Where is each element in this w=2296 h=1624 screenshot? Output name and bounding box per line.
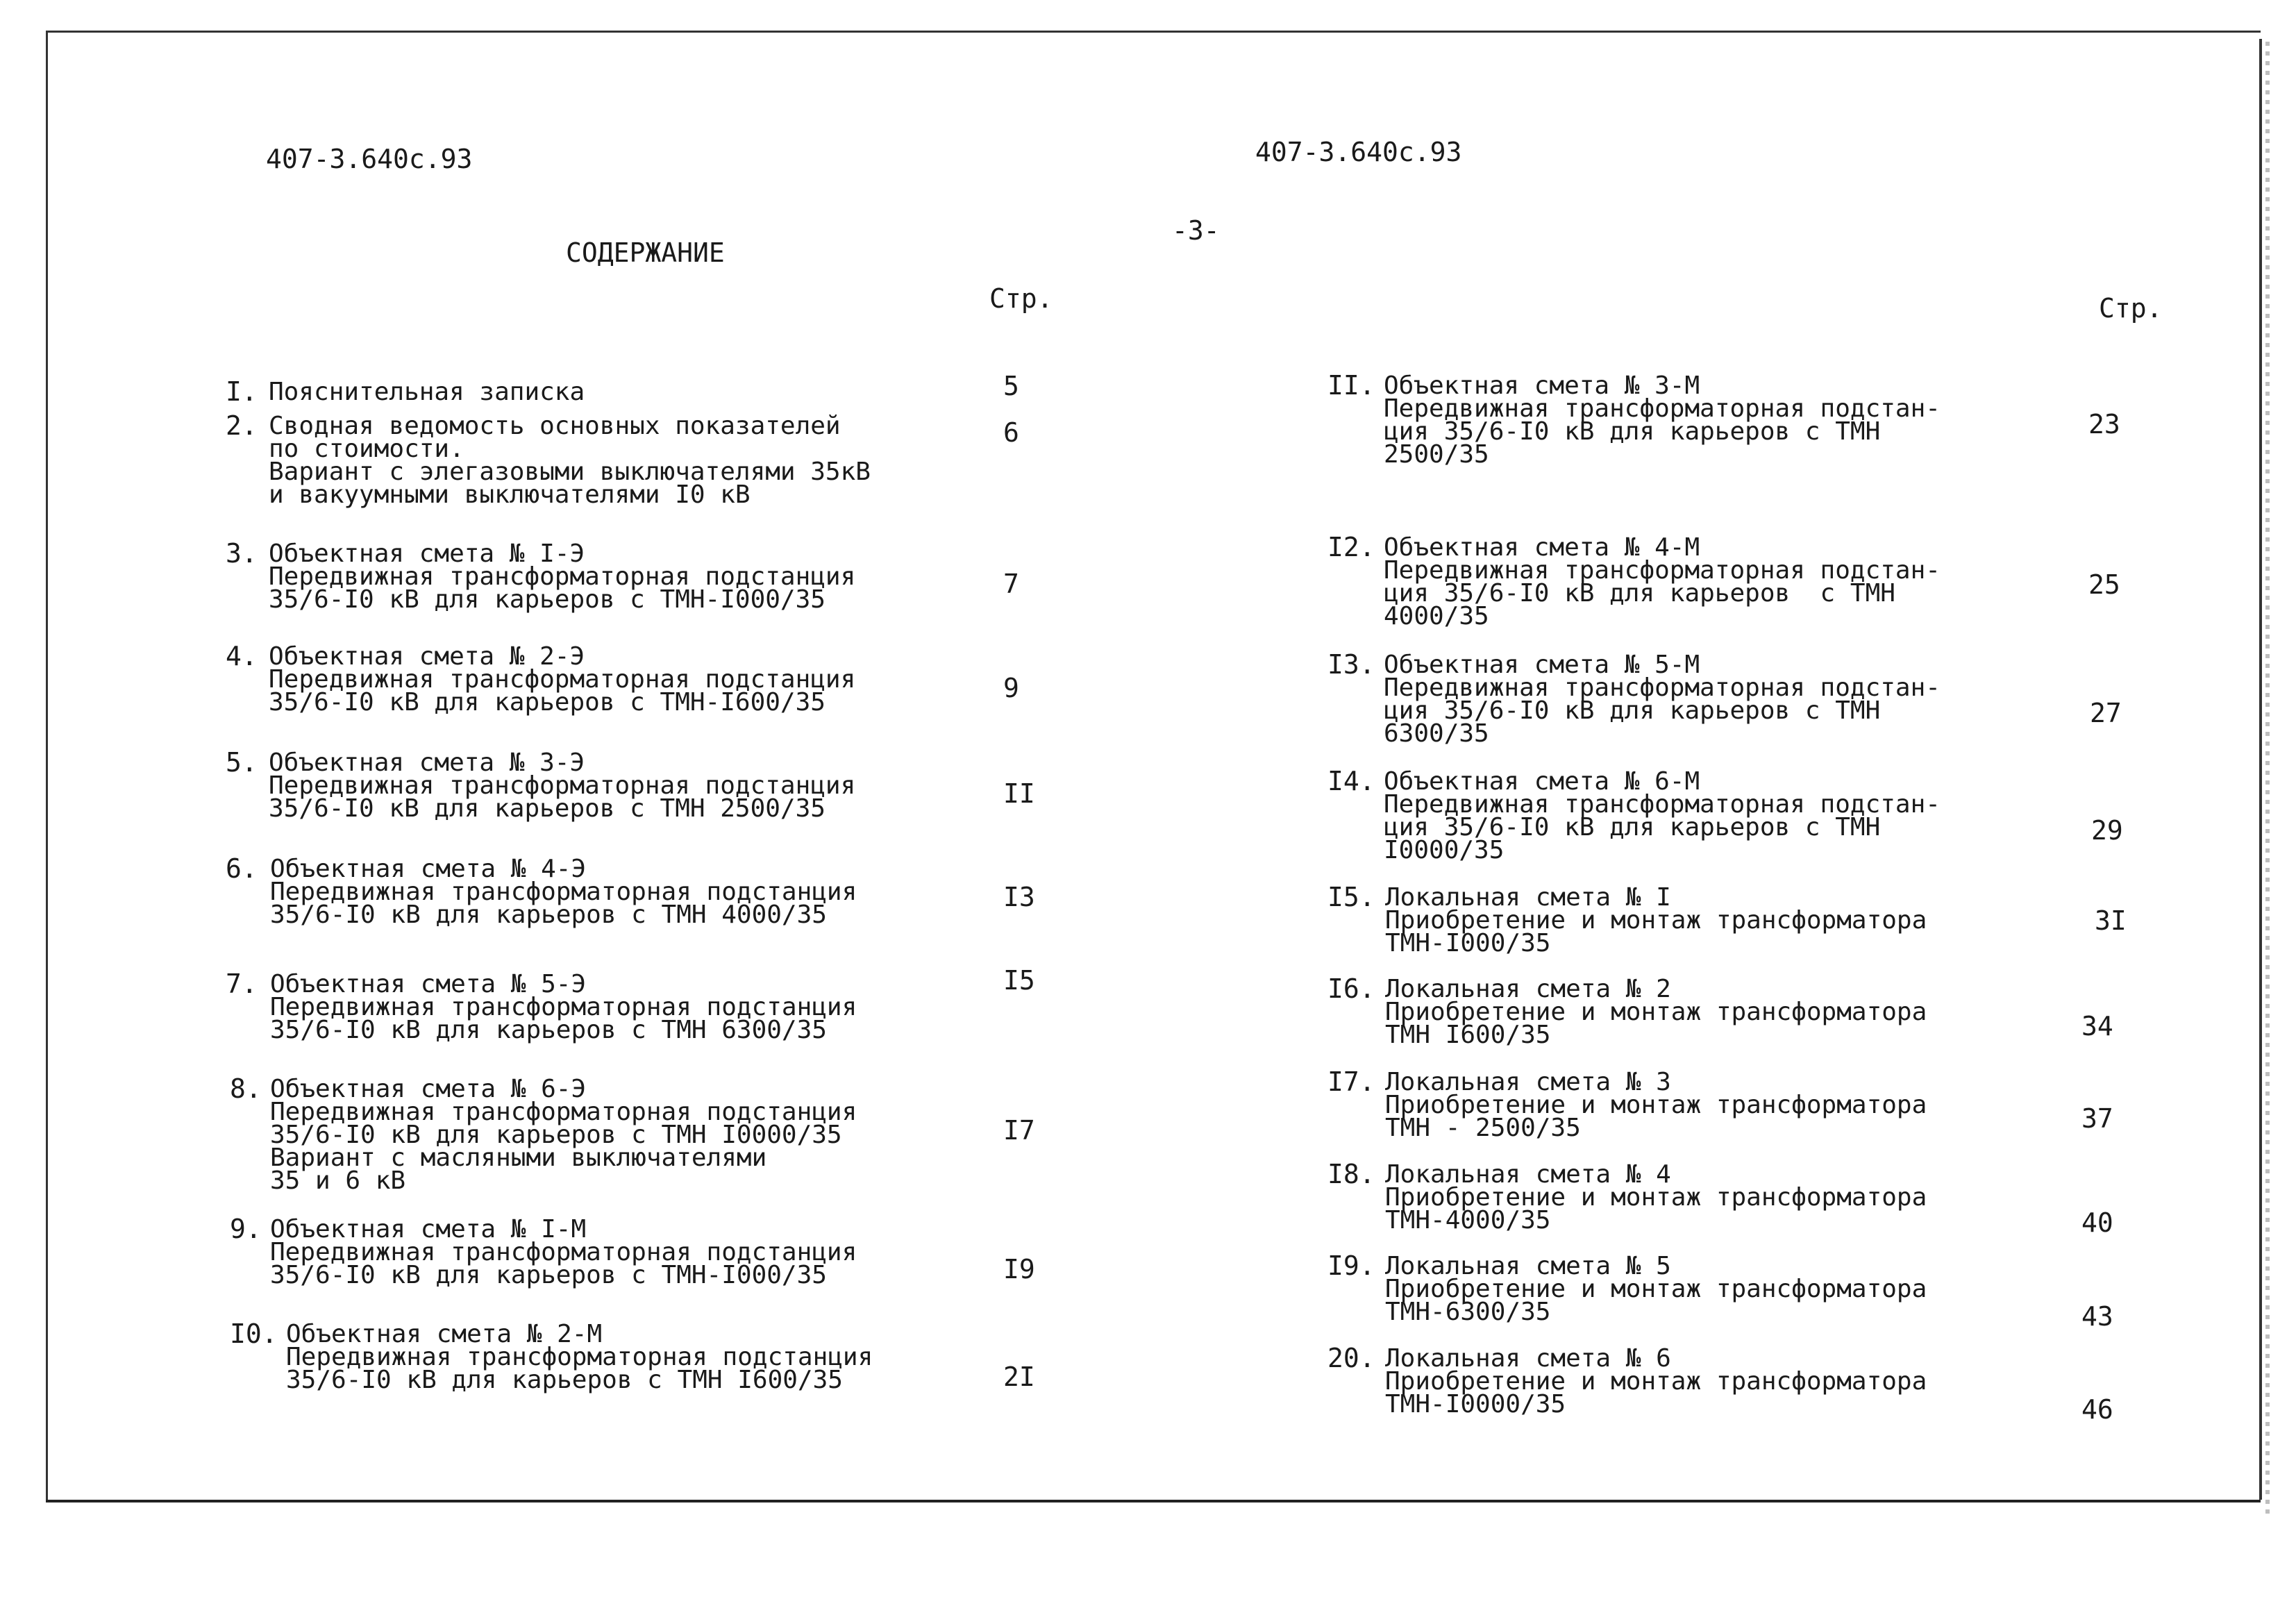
toc-entry-page: 5	[1003, 371, 1019, 401]
toc-entry-number: I0.	[230, 1319, 278, 1349]
toc-entry-line: Объектная смета № I-Э	[269, 539, 585, 568]
toc-entry-number: I7.	[1327, 1066, 1375, 1097]
toc-entry-number: I2.	[1327, 532, 1375, 562]
toc-entry-line: Локальная смета № 4	[1385, 1160, 1671, 1189]
toc-entry-line: ТМН I600/35	[1385, 1021, 1551, 1049]
toc-entry-line: Передвижная трансформаторная подстанция	[270, 993, 857, 1021]
toc-entry-line: Локальная смета № 5	[1385, 1252, 1671, 1280]
toc-entry-line: Передвижная трансформаторная подстанция	[269, 562, 856, 591]
toc-entry-page: 25	[2088, 569, 2120, 600]
toc-entry-line: ТМН-6300/35	[1385, 1298, 1551, 1326]
toc-entry-page: 3I	[2095, 905, 2127, 936]
toc-entry-number: I5.	[1327, 882, 1375, 912]
toc-entry-line: Объектная смета № 3-Э	[269, 748, 585, 777]
toc-entry-number: 7.	[226, 969, 258, 999]
toc-entry-number: 5.	[226, 747, 258, 778]
toc-entry-number: II.	[1327, 370, 1375, 401]
toc-entry-line: Объектная смета № 6-Э	[270, 1075, 587, 1103]
toc-entry-line: Передвижная трансформаторная подстан-	[1384, 556, 1941, 585]
pages-header-left: Стр.	[989, 283, 1053, 314]
toc-entry-line: Приобретение и монтаж трансформатора	[1385, 906, 1927, 935]
toc-entry-line: Приобретение и монтаж трансформатора	[1385, 1183, 1927, 1212]
toc-entry-number: 6.	[226, 853, 258, 884]
toc-entry-page: 29	[2091, 815, 2123, 846]
scan-edge-strip	[2265, 42, 2270, 1514]
toc-entry-line: Приобретение и монтаж трансформатора	[1385, 1091, 1927, 1119]
toc-entry-page: 34	[2081, 1011, 2113, 1041]
toc-entry-line: 2500/35	[1384, 440, 1489, 469]
frame-bottom-line	[46, 1500, 2261, 1502]
toc-entry-page: I5	[1003, 965, 1035, 996]
toc-entry-line: 35/6-I0 кВ для карьеров с ТМН-I600/35	[269, 688, 826, 717]
toc-entry-line: Объектная смета № 4-М	[1384, 533, 1700, 562]
toc-entry-line: Передвижная трансформаторная подстан-	[1384, 673, 1941, 702]
toc-entry-line: Передвижная трансформаторная подстанция	[270, 1238, 857, 1266]
toc-entry-number: 2.	[226, 410, 258, 441]
toc-entry-line: ТМН-I0000/35	[1385, 1390, 1566, 1418]
toc-entry-line: Объектная смета № 3-М	[1384, 371, 1700, 400]
toc-entry-line: по стоимости.	[269, 435, 464, 463]
toc-entry-line: ТМН - 2500/35	[1385, 1114, 1581, 1142]
toc-entry-line: Сводная ведомость основных показателей	[269, 412, 841, 440]
toc-entry-line: ция 35/6-I0 кВ для карьеров с ТМН	[1384, 813, 1881, 842]
toc-entry-page: I3	[1003, 882, 1035, 912]
toc-entry-line: Локальная смета № 2	[1385, 975, 1671, 1003]
toc-entry-number: I6.	[1327, 973, 1375, 1004]
toc-entry-line: ТМН-4000/35	[1385, 1206, 1551, 1234]
frame-left-line	[46, 31, 48, 1501]
toc-entry-number: I4.	[1327, 766, 1375, 796]
toc-entry-line: Приобретение и монтаж трансформатора	[1385, 998, 1927, 1026]
toc-entry-line: ТМН-I000/35	[1385, 929, 1551, 957]
toc-entry-page: 27	[2090, 698, 2122, 728]
toc-entry-line: 35/6-I0 кВ для карьеров с ТМН-I000/35	[269, 585, 826, 614]
toc-entry-line: Вариант с элегазовыми выключателями 35кВ	[269, 458, 871, 486]
toc-entry-page: 6	[1003, 417, 1019, 448]
pages-header-right: Стр.	[2099, 293, 2163, 324]
toc-entry-line: Объектная смета № 2-М	[286, 1320, 603, 1348]
toc-entry-line: Локальная смета № 6	[1385, 1344, 1671, 1373]
toc-entry-line: I0000/35	[1384, 836, 1505, 864]
toc-entry-page: I9	[1003, 1254, 1035, 1284]
toc-entry-line: 35/6-I0 кВ для карьеров с ТМН I600/35	[286, 1366, 843, 1394]
toc-entry-line: Передвижная трансформаторная подстанция	[270, 878, 857, 906]
toc-entry-page: 2I	[1003, 1362, 1035, 1392]
toc-entry-page: 9	[1003, 673, 1019, 703]
toc-entry-number: I3.	[1327, 649, 1375, 680]
toc-entry-line: и вакуумными выключателями I0 кВ	[269, 480, 751, 509]
toc-entry-number: I9.	[1327, 1250, 1375, 1281]
toc-entry-line: Передвижная трансформаторная подстанция	[269, 665, 856, 694]
toc-entry-page: 37	[2081, 1103, 2113, 1134]
toc-entry-line: ция 35/6-I0 кВ для карьеров с ТМН	[1384, 417, 1881, 446]
toc-entry-number: 9.	[230, 1214, 262, 1244]
toc-entry-number: 3.	[226, 538, 258, 569]
page-number: -3-	[1172, 215, 1220, 246]
toc-entry-page: II	[1003, 778, 1035, 809]
toc-entry-line: Приобретение и монтаж трансформатора	[1385, 1275, 1927, 1303]
toc-entry-page: 23	[2088, 409, 2120, 440]
toc-entry-line: Передвижная трансформаторная подстанция	[286, 1343, 873, 1371]
toc-entry-number: 20.	[1327, 1343, 1375, 1373]
toc-entry-line: 35/6-I0 кВ для карьеров с ТМН 2500/35	[269, 794, 826, 823]
toc-entry-number: I8.	[1327, 1159, 1375, 1189]
toc-entry-page: I7	[1003, 1115, 1035, 1146]
toc-entry-line: Объектная смета № 4-Э	[270, 855, 587, 883]
toc-entry-line: ция 35/6-I0 кВ для карьеров с ТМН	[1384, 696, 1881, 725]
toc-entry-line: Локальная смета № 3	[1385, 1068, 1671, 1096]
doc-code-right: 407-3.640с.93	[1255, 137, 1462, 167]
toc-entry-page: 7	[1003, 569, 1019, 599]
toc-entry-line: Объектная смета № I-М	[270, 1215, 587, 1244]
toc-entry-line: Пояснительная записка	[269, 378, 585, 406]
toc-entry-line: Объектная смета № 5-Э	[270, 970, 587, 998]
toc-entry-line: Локальная смета № I	[1385, 883, 1671, 912]
toc-entry-line: 6300/35	[1384, 719, 1489, 748]
frame-right-line	[2259, 39, 2262, 1500]
toc-entry-line: Передвижная трансформаторная подстан-	[1384, 790, 1941, 819]
toc-entry-line: Передвижная трансформаторная подстанция	[269, 771, 856, 800]
toc-entry-line: 35/6-I0 кВ для карьеров с ТМН-I000/35	[270, 1261, 827, 1289]
toc-entry-line: Объектная смета № 2-Э	[269, 642, 585, 671]
toc-entry-line: Объектная смета № 5-М	[1384, 651, 1700, 679]
toc-entry-page: 43	[2081, 1301, 2113, 1332]
toc-entry-line: Приобретение и монтаж трансформатора	[1385, 1367, 1927, 1396]
toc-entry-number: 8.	[230, 1073, 262, 1104]
toc-entry-page: 40	[2081, 1207, 2113, 1238]
frame-top-line	[46, 31, 2261, 33]
toc-entry-line: ция 35/6-I0 кВ для карьеров с ТМН	[1384, 579, 1895, 608]
toc-entry-number: I.	[226, 376, 258, 407]
doc-code-left: 407-3.640с.93	[266, 144, 473, 174]
toc-entry-line: Вариант с масляными выключателями	[270, 1144, 767, 1172]
toc-entry-page: 46	[2081, 1394, 2113, 1425]
toc-entry-line: 35 и 6 кВ	[270, 1166, 406, 1195]
contents-title: СОДЕРЖАНИЕ	[566, 237, 725, 268]
toc-entry-line: Объектная смета № 6-М	[1384, 767, 1700, 796]
toc-entry-line: 35/6-I0 кВ для карьеров с ТМН I0000/35	[270, 1121, 842, 1149]
toc-entry-number: 4.	[226, 641, 258, 671]
toc-entry-line: 35/6-I0 кВ для карьеров с ТМН 4000/35	[270, 901, 827, 929]
toc-entry-line: 4000/35	[1384, 602, 1489, 630]
toc-entry-line: 35/6-I0 кВ для карьеров с ТМН 6300/35	[270, 1016, 827, 1044]
toc-entry-line: Передвижная трансформаторная подстан-	[1384, 394, 1941, 423]
toc-entry-line: Передвижная трансформаторная подстанция	[270, 1098, 857, 1126]
